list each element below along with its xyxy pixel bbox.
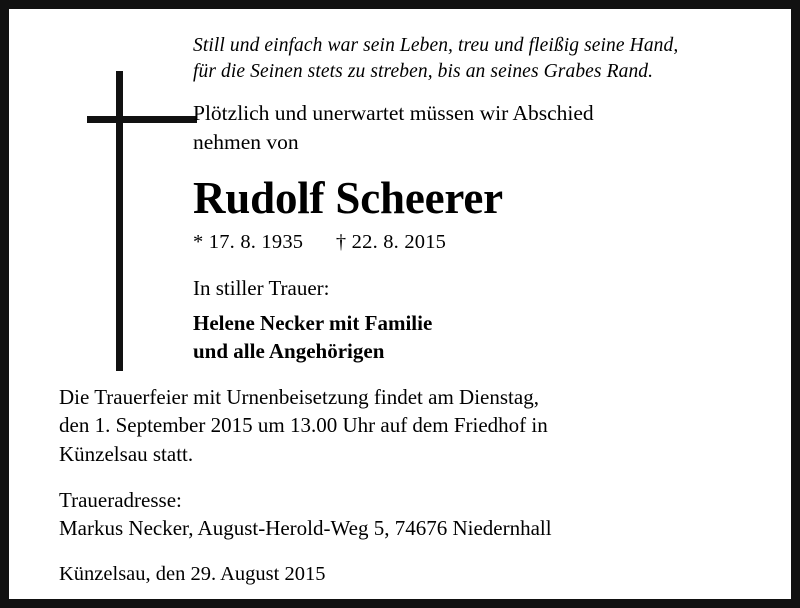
family-line-2: und alle Angehörigen bbox=[193, 339, 385, 364]
address-label: Traueradresse: bbox=[59, 488, 182, 513]
address-value: Markus Necker, August-Herold-Weg 5, 74676 Niedernhall bbox=[59, 516, 552, 541]
ceremony-line-1: Die Trauerfeier mit Urnenbeisetzung findet am Dienstag, bbox=[59, 385, 539, 409]
cross-horizontal-bar bbox=[87, 116, 197, 123]
intro-text bbox=[193, 99, 769, 157]
birth-date: * 17. 8. 1935 bbox=[193, 231, 304, 254]
deceased-name: Rudolf Scheerer bbox=[193, 172, 503, 223]
intro-line-1: Plötzlich und unerwartet müssen wir Abschied bbox=[193, 100, 594, 125]
cross-icon bbox=[87, 71, 197, 371]
notice-lower-content bbox=[59, 383, 769, 588]
family-names bbox=[193, 309, 769, 366]
intro-line-2: nehmen von bbox=[193, 129, 299, 154]
death-date: † 22. 8. 2015 bbox=[335, 231, 447, 254]
verse-line-2: für die Seinen stets zu streben, bis an seines Grabes Rand. bbox=[193, 60, 654, 82]
notice-inner bbox=[9, 9, 791, 599]
family-line-1: Helene Necker mit Familie bbox=[193, 311, 433, 336]
mourning-address bbox=[59, 486, 769, 543]
verse bbox=[193, 33, 769, 85]
mourning-label: In stiller Trauer: bbox=[193, 276, 330, 301]
notice-upper-content bbox=[193, 33, 769, 366]
verse-line-1: Still und einfach war sein Leben, treu und fleißig seine Hand, bbox=[193, 35, 679, 56]
place-and-date: Künzelsau, den 29. August 2015 bbox=[59, 562, 326, 585]
ceremony-line-3: Künzelsau statt. bbox=[59, 441, 194, 466]
ceremony-line-2: den 1. September 2015 um 13.00 Uhr auf dem Friedhof in bbox=[59, 413, 548, 438]
life-dates bbox=[193, 231, 769, 254]
ceremony-details bbox=[59, 383, 769, 468]
